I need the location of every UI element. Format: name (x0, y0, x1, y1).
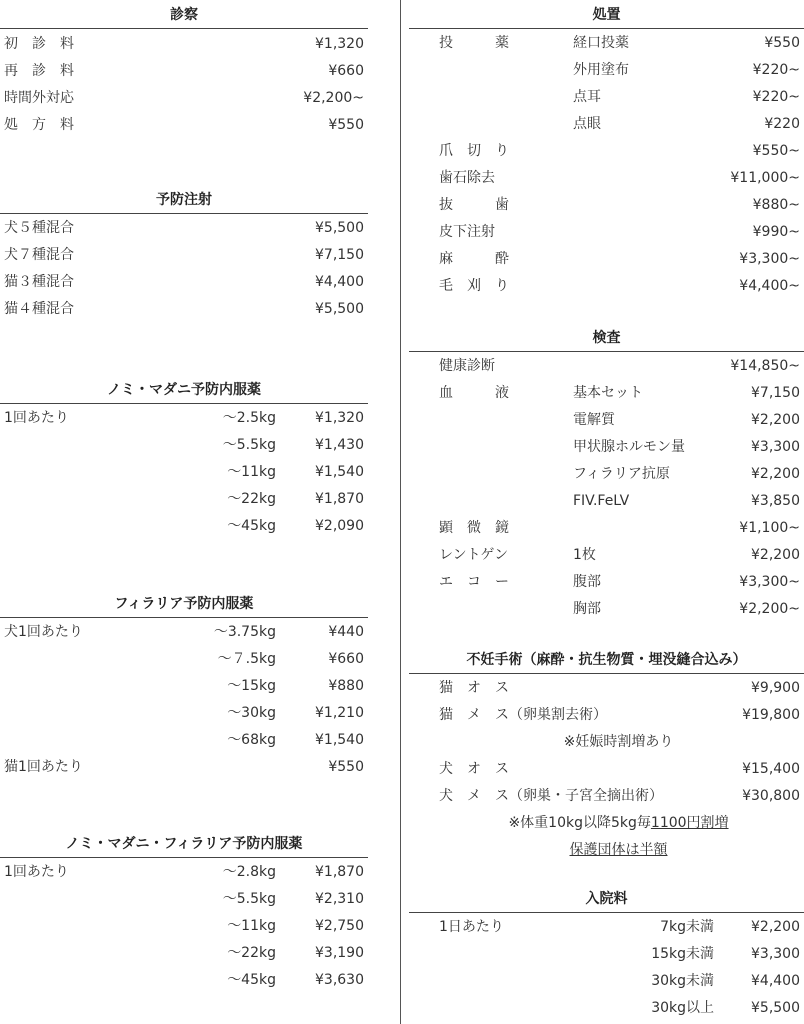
item-price: ¥15,400 (742, 761, 800, 777)
item-sub: 胸部 (573, 601, 601, 617)
item-price: ¥1,870 (315, 491, 364, 507)
item-price: ¥14,850~ (730, 358, 800, 374)
item-price: ¥1,100~ (739, 520, 800, 536)
item-name: 皮下注射 (439, 224, 495, 240)
price-row (0, 405, 368, 432)
item-price: ¥440 (328, 624, 364, 640)
section-title: 入院料 (409, 886, 804, 913)
price-row (0, 619, 368, 646)
item-price: ¥19,800 (742, 707, 800, 723)
item-name: 投 薬 (439, 35, 509, 51)
item-name: 爪 切 り (439, 143, 509, 159)
section-nyuin (433, 886, 804, 1022)
price-row (433, 542, 804, 569)
note-weight-prefix: ※体重10kg以降5kg毎 (508, 815, 651, 831)
item-price: ¥1,430 (315, 437, 364, 453)
price-row (433, 515, 804, 542)
price-row (0, 673, 368, 700)
item-name: 血 液 (439, 385, 509, 401)
item-price: ¥880 (328, 678, 364, 694)
price-row (0, 967, 368, 994)
price-row (433, 434, 804, 461)
section-yobou (0, 187, 368, 323)
price-row (433, 702, 804, 729)
price-row (433, 192, 804, 219)
price-row (433, 353, 804, 380)
price-row (433, 783, 804, 810)
item-sub: 基本セット (573, 385, 643, 401)
item-name: 処 方 料 (4, 117, 74, 133)
price-row (0, 85, 368, 112)
item-name: 毛 刈 り (439, 278, 509, 294)
item-weight: ～30kg (227, 705, 276, 721)
item-sub: 甲状腺ホルモン量 (573, 439, 685, 455)
item-weight: ～22kg (227, 491, 276, 507)
item-name: 1日あたり (439, 919, 504, 935)
price-row (0, 31, 368, 58)
item-name: エ コ ー (439, 574, 509, 590)
item-weight: ～45kg (227, 518, 276, 534)
item-price: ¥2,310 (315, 891, 364, 907)
price-row (433, 165, 804, 192)
price-row (0, 859, 368, 886)
section-funin (433, 647, 804, 864)
item-name: 犬７種混合 (4, 247, 74, 263)
item-price: ¥5,500 (315, 220, 364, 236)
price-row (0, 886, 368, 913)
price-row (433, 111, 804, 138)
note-row (433, 837, 804, 864)
section-title: 予防注射 (0, 187, 368, 214)
price-row (0, 700, 368, 727)
item-weight: 30kg未満 (651, 973, 714, 989)
item-name: 麻 酔 (439, 251, 509, 267)
item-weight: 30kg以上 (651, 1000, 714, 1016)
item-weight: ～3.75kg (213, 624, 276, 640)
price-row (433, 246, 804, 273)
section-title: 診察 (0, 2, 368, 29)
item-price: ¥880~ (752, 197, 800, 213)
price-row (0, 58, 368, 85)
item-price: ¥4,400 (315, 274, 364, 290)
price-row (433, 756, 804, 783)
item-sub: 点耳 (573, 89, 601, 105)
item-name: 抜 歯 (439, 197, 509, 213)
item-weight: ～７.5kg (217, 651, 276, 667)
item-name: 歯石除去 (439, 170, 495, 186)
item-price: ¥550 (328, 759, 364, 775)
price-row (0, 459, 368, 486)
price-row (0, 754, 368, 781)
price-row (433, 380, 804, 407)
column-divider (400, 0, 401, 1024)
price-row (0, 296, 368, 323)
item-price: ¥1,210 (315, 705, 364, 721)
item-name: 犬1回あたり (4, 624, 83, 640)
section-shochi (433, 2, 804, 300)
item-name: 1回あたり (4, 410, 69, 426)
price-row (0, 913, 368, 940)
section-kensa (433, 325, 804, 623)
item-name: 1回あたり (4, 864, 69, 880)
section-combo (0, 831, 368, 994)
item-price: ¥5,500 (751, 1000, 800, 1016)
item-sub: 電解質 (573, 412, 615, 428)
item-name: 犬 メ ス（卵巣・子宮全摘出術） (439, 788, 663, 804)
price-row (433, 219, 804, 246)
item-price: ¥3,850 (751, 493, 800, 509)
section-filaria (0, 591, 368, 781)
price-row (0, 112, 368, 139)
item-price: ¥5,500 (315, 301, 364, 317)
item-name: 健康診断 (439, 358, 495, 374)
item-price: ¥7,150 (751, 385, 800, 401)
price-row (433, 30, 804, 57)
section-title: 検査 (409, 325, 804, 352)
section-shinsatsu (0, 2, 368, 139)
price-row (433, 57, 804, 84)
item-price: ¥3,300~ (739, 574, 800, 590)
item-price: ¥660 (328, 63, 364, 79)
price-row (0, 242, 368, 269)
item-price: ¥660 (328, 651, 364, 667)
note-row (433, 810, 804, 837)
section-title: ノミ・マダニ予防内服薬 (0, 377, 368, 404)
item-weight: ～11kg (227, 464, 276, 480)
item-price: ¥3,300 (751, 439, 800, 455)
price-row (0, 486, 368, 513)
item-sub: フィラリア抗原 (573, 466, 670, 482)
item-price: ¥220~ (752, 89, 800, 105)
price-row (0, 513, 368, 540)
section-nomi (0, 377, 368, 540)
item-price: ¥4,400 (751, 973, 800, 989)
price-row (433, 273, 804, 300)
item-price: ¥3,300 (751, 946, 800, 962)
item-price: ¥2,200 (751, 412, 800, 428)
item-sub: 外用塗布 (573, 62, 629, 78)
price-row (433, 569, 804, 596)
price-row (433, 675, 804, 702)
item-price: ¥990~ (752, 224, 800, 240)
note-shelter: 保護団体は半額 (569, 842, 668, 858)
item-price: ¥2,090 (315, 518, 364, 534)
price-row (0, 432, 368, 459)
item-price: ¥550 (328, 117, 364, 133)
item-weight: ～11kg (227, 918, 276, 934)
item-weight: ～2.8kg (222, 864, 276, 880)
item-weight: 7kg未満 (660, 919, 714, 935)
item-name: 猫 オ ス (439, 680, 509, 696)
item-weight: ～68kg (227, 732, 276, 748)
item-price: ¥4,400~ (739, 278, 800, 294)
item-price: ¥1,320 (315, 36, 364, 52)
item-name: 猫 メ ス（卵巣割去術） (439, 707, 607, 723)
item-price: ¥30,800 (742, 788, 800, 804)
item-weight: ～45kg (227, 972, 276, 988)
price-row (433, 407, 804, 434)
item-price: ¥3,300~ (739, 251, 800, 267)
item-sub: 1枚 (573, 547, 596, 563)
price-row (0, 215, 368, 242)
price-row (433, 488, 804, 515)
price-row (433, 461, 804, 488)
item-price: ¥11,000~ (730, 170, 800, 186)
item-price: ¥9,900 (751, 680, 800, 696)
item-name: 顕 微 鏡 (439, 520, 509, 536)
note-weight-amount: 1100円割増 (650, 815, 729, 831)
item-price: ¥3,190 (315, 945, 364, 961)
item-name: 犬５種混合 (4, 220, 74, 236)
price-row (433, 968, 804, 995)
item-sub: FIV.FeLV (573, 493, 630, 509)
price-row (433, 995, 804, 1022)
item-name: 猫４種混合 (4, 301, 74, 317)
item-price: ¥550~ (752, 143, 800, 159)
item-price: ¥1,540 (315, 732, 364, 748)
item-name: 時間外対応 (4, 90, 74, 106)
item-weight: ～22kg (227, 945, 276, 961)
price-row (433, 596, 804, 623)
item-name: 再 診 料 (4, 63, 74, 79)
section-title: ノミ・マダニ・フィラリア予防内服薬 (0, 831, 368, 858)
item-price: ¥1,870 (315, 864, 364, 880)
section-title: フィラリア予防内服薬 (0, 591, 368, 618)
item-price: ¥2,200~ (303, 90, 364, 106)
item-price: ¥2,750 (315, 918, 364, 934)
price-row (0, 940, 368, 967)
item-price: ¥1,320 (315, 410, 364, 426)
price-row (0, 646, 368, 673)
price-row (433, 138, 804, 165)
item-name: 犬 オ ス (439, 761, 509, 777)
item-price: ¥2,200 (751, 919, 800, 935)
item-sub: 点眼 (573, 116, 601, 132)
item-price: ¥220 (764, 116, 800, 132)
price-row (433, 84, 804, 111)
note-text: ※妊娠時割増あり (563, 734, 674, 750)
price-row (0, 269, 368, 296)
item-price: ¥2,200 (751, 466, 800, 482)
item-name: 猫1回あたり (4, 759, 83, 775)
price-row (433, 914, 804, 941)
item-price: ¥1,540 (315, 464, 364, 480)
item-sub: 腹部 (573, 574, 601, 590)
item-name: 猫３種混合 (4, 274, 74, 290)
item-price: ¥550 (764, 35, 800, 51)
item-weight: ～2.5kg (222, 410, 276, 426)
item-sub: 経口投薬 (573, 35, 629, 51)
item-price: ¥2,200 (751, 547, 800, 563)
item-name: レントゲン (439, 547, 509, 563)
price-row (0, 727, 368, 754)
section-title: 不妊手術（麻酔・抗生物質・埋没縫合込み） (409, 647, 804, 674)
item-price: ¥3,630 (315, 972, 364, 988)
price-row (433, 941, 804, 968)
item-weight: ～5.5kg (222, 437, 276, 453)
note-row (433, 729, 804, 756)
item-price: ¥220~ (752, 62, 800, 78)
item-weight: ～5.5kg (222, 891, 276, 907)
item-name: 初 診 料 (4, 36, 74, 52)
item-weight: ～15kg (227, 678, 276, 694)
item-price: ¥2,200~ (739, 601, 800, 617)
item-weight: 15kg未満 (651, 946, 714, 962)
item-price: ¥7,150 (315, 247, 364, 263)
section-title: 処置 (409, 2, 804, 29)
